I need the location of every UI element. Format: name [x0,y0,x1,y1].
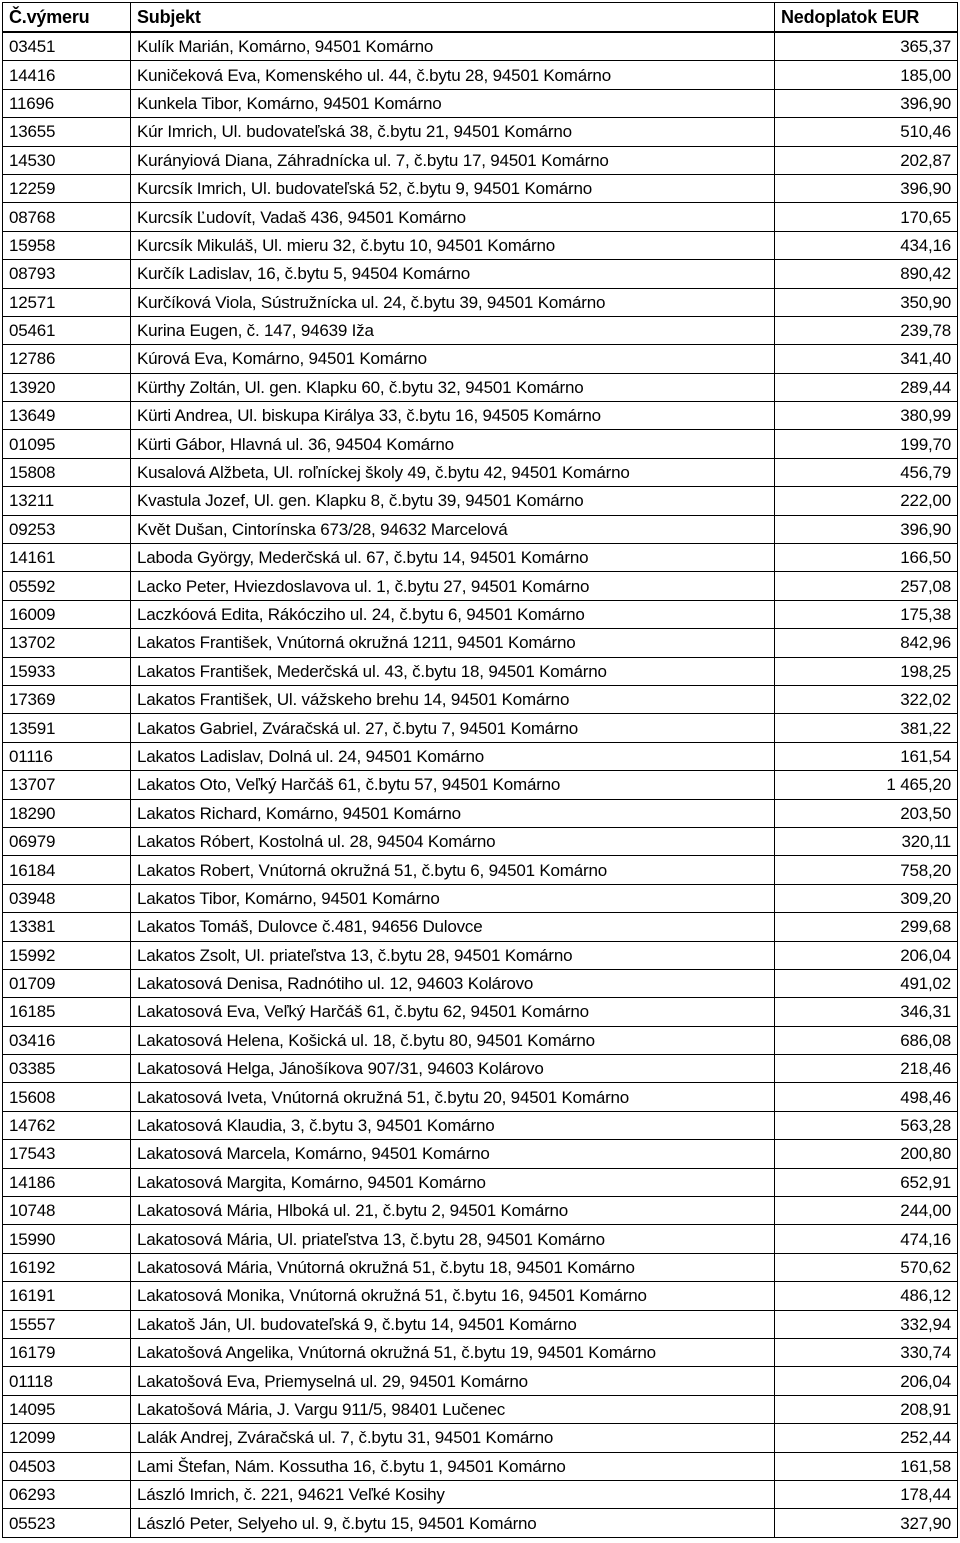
row-subject-cell: Lakatošová Angelika, Vnútorná okružná 51, č.bytu 19, 94501 Komárno [131,1338,775,1366]
row-subject-cell: Kulík Marián, Komárno, 94501 Komárno [131,32,775,61]
row-amount-cell: 161,58 [775,1452,958,1480]
row-subject-cell: Laboda György, Mederčská ul. 67, č.bytu 14, 94501 Komárno [131,544,775,572]
row-subject-cell: Kurčíková Viola, Sústružnícka ul. 24, č.bytu 39, 94501 Komárno [131,288,775,316]
table-row [3,998,958,1026]
table-row [3,458,958,486]
row-subject-cell: Kurcsík Imrich, Ul. budovateľská 52, č.bytu 9, 94501 Komárno [131,174,775,202]
row-subject-cell: Kúr Imrich, Ul. budovateľská 38, č.bytu 21, 94501 Komárno [131,118,775,146]
row-amount-cell: 330,74 [775,1338,958,1366]
table-row [3,629,958,657]
row-number-cell: 14762 [3,1111,131,1139]
row-number-cell: 03416 [3,1026,131,1054]
row-subject-cell: Lakatos Ladislav, Dolná ul. 24, 94501 Komárno [131,742,775,770]
row-number-cell: 01709 [3,969,131,997]
header-row [3,3,958,33]
row-subject-cell: Kurina Eugen, č. 147, 94639 Iža [131,316,775,344]
table-row [3,685,958,713]
table-row [3,203,958,231]
row-subject-cell: László Imrich, č. 221, 94621 Veľké Kosihy [131,1480,775,1508]
row-subject-cell: Lakatos Tibor, Komárno, 94501 Komárno [131,884,775,912]
row-amount-cell: 161,54 [775,742,958,770]
row-subject-cell: Lakatosová Helga, Jánošíkova 907/31, 94603 Kolárovo [131,1055,775,1083]
row-number-cell: 12259 [3,174,131,202]
row-amount-cell: 498,46 [775,1083,958,1111]
row-number-cell: 18290 [3,799,131,827]
table-row [3,231,958,259]
table-row [3,1055,958,1083]
table-row [3,1253,958,1281]
header-number: Č.výmeru [3,3,131,33]
row-number-cell: 13920 [3,373,131,401]
row-amount-cell: 178,44 [775,1480,958,1508]
table-row [3,714,958,742]
table-row [3,1168,958,1196]
row-number-cell: 01095 [3,430,131,458]
row-amount-cell: 890,42 [775,260,958,288]
row-number-cell: 14530 [3,146,131,174]
row-number-cell: 06979 [3,827,131,855]
row-number-cell: 16184 [3,856,131,884]
row-number-cell: 12099 [3,1424,131,1452]
row-amount-cell: 474,16 [775,1225,958,1253]
row-subject-cell: Lakatošová Eva, Priemyselná ul. 29, 94501 Komárno [131,1367,775,1395]
row-amount-cell: 842,96 [775,629,958,657]
table-row [3,884,958,912]
table-row [3,771,958,799]
table-row [3,1140,958,1168]
row-subject-cell: Kurcsík Ľudovít, Vadaš 436, 94501 Komárno [131,203,775,231]
row-number-cell: 13649 [3,402,131,430]
row-number-cell: 01118 [3,1367,131,1395]
row-number-cell: 13211 [3,487,131,515]
table-row [3,316,958,344]
row-subject-cell: Lakatos Tomáš, Dulovce č.481, 94656 Dulovce [131,913,775,941]
row-subject-cell: Laczkóová Edita, Rákócziho ul. 24, č.bytu 6, 94501 Komárno [131,600,775,628]
row-amount-cell: 652,91 [775,1168,958,1196]
table-row [3,827,958,855]
row-subject-cell: Lakatošová Mária, J. Vargu 911/5, 98401 Lučenec [131,1395,775,1423]
row-amount-cell: 396,90 [775,89,958,117]
row-subject-cell: Kuničeková Eva, Komenského ul. 44, č.bytu 28, 94501 Komárno [131,61,775,89]
row-subject-cell: Lakatosová Mária, Ul. priateľstva 13, č.bytu 28, 94501 Komárno [131,1225,775,1253]
row-amount-cell: 185,00 [775,61,958,89]
row-number-cell: 14186 [3,1168,131,1196]
row-amount-cell: 199,70 [775,430,958,458]
table-row [3,657,958,685]
row-number-cell: 16009 [3,600,131,628]
table-row [3,1509,958,1537]
table-row [3,799,958,827]
row-amount-cell: 1 465,20 [775,771,958,799]
row-number-cell: 15557 [3,1310,131,1338]
row-amount-cell: 346,31 [775,998,958,1026]
table-row [3,969,958,997]
row-number-cell: 16192 [3,1253,131,1281]
row-subject-cell: Lakatosová Monika, Vnútorná okružná 51, č.bytu 16, 94501 Komárno [131,1282,775,1310]
table-row [3,1083,958,1111]
table-row [3,118,958,146]
table-row [3,32,958,61]
row-amount-cell: 198,25 [775,657,958,685]
row-number-cell: 08768 [3,203,131,231]
table-row [3,1452,958,1480]
row-subject-cell: Lacko Peter, Hviezdoslavova ul. 1, č.bytu 27, 94501 Komárno [131,572,775,600]
row-number-cell: 13655 [3,118,131,146]
table-row [3,913,958,941]
table-row [3,515,958,543]
row-number-cell: 17543 [3,1140,131,1168]
table-row [3,260,958,288]
row-number-cell: 13702 [3,629,131,657]
row-amount-cell: 208,91 [775,1395,958,1423]
row-subject-cell: Kurcsík Mikuláš, Ul. mieru 32, č.bytu 10, 94501 Komárno [131,231,775,259]
row-amount-cell: 309,20 [775,884,958,912]
row-subject-cell: Lakatoš Ján, Ul. budovateľská 9, č.bytu 14, 94501 Komárno [131,1310,775,1338]
row-amount-cell: 332,94 [775,1310,958,1338]
table-row [3,1338,958,1366]
row-subject-cell: Kürthy Zoltán, Ul. gen. Klapku 60, č.bytu 32, 94501 Komárno [131,373,775,401]
row-amount-cell: 252,44 [775,1424,958,1452]
row-amount-cell: 491,02 [775,969,958,997]
header-amount: Nedoplatok EUR [775,3,958,33]
row-subject-cell: Lakatos František, Vnútorná okružná 1211, 94501 Komárno [131,629,775,657]
row-amount-cell: 350,90 [775,288,958,316]
row-subject-cell: László Peter, Selyeho ul. 9, č.bytu 15, 94501 Komárno [131,1509,775,1537]
table-row [3,742,958,770]
row-number-cell: 10748 [3,1197,131,1225]
row-number-cell: 17369 [3,685,131,713]
row-number-cell: 05523 [3,1509,131,1537]
row-amount-cell: 320,11 [775,827,958,855]
row-amount-cell: 758,20 [775,856,958,884]
row-subject-cell: Kürti Gábor, Hlavná ul. 36, 94504 Komárno [131,430,775,458]
table-row [3,1197,958,1225]
table-row [3,89,958,117]
table-row [3,1367,958,1395]
table-row [3,544,958,572]
table-row [3,1424,958,1452]
row-number-cell: 15992 [3,941,131,969]
table-row [3,1395,958,1423]
row-amount-cell: 563,28 [775,1111,958,1139]
row-number-cell: 12571 [3,288,131,316]
table-row [3,600,958,628]
row-number-cell: 06293 [3,1480,131,1508]
row-number-cell: 03385 [3,1055,131,1083]
table-header [3,3,958,33]
row-amount-cell: 341,40 [775,345,958,373]
row-amount-cell: 570,62 [775,1253,958,1281]
row-number-cell: 12786 [3,345,131,373]
row-subject-cell: Kürti Andrea, Ul. biskupa Királya 33, č.bytu 16, 94505 Komárno [131,402,775,430]
row-number-cell: 15990 [3,1225,131,1253]
table-row [3,402,958,430]
debtors-table [2,2,958,1538]
table-row [3,487,958,515]
row-number-cell: 14095 [3,1395,131,1423]
row-number-cell: 09253 [3,515,131,543]
row-amount-cell: 365,37 [775,32,958,61]
row-subject-cell: Kurányiová Diana, Záhradnícka ul. 7, č.bytu 17, 94501 Komárno [131,146,775,174]
row-amount-cell: 257,08 [775,572,958,600]
row-number-cell: 13707 [3,771,131,799]
row-number-cell: 04503 [3,1452,131,1480]
row-subject-cell: Lakatos Róbert, Kostolná ul. 28, 94504 Komárno [131,827,775,855]
row-subject-cell: Lakatos František, Mederčská ul. 43, č.bytu 18, 94501 Komárno [131,657,775,685]
table-row [3,856,958,884]
row-amount-cell: 380,99 [775,402,958,430]
row-amount-cell: 239,78 [775,316,958,344]
table-row [3,61,958,89]
row-number-cell: 16191 [3,1282,131,1310]
row-amount-cell: 289,44 [775,373,958,401]
row-subject-cell: Květ Dušan, Cintorínska 673/28, 94632 Marcelová [131,515,775,543]
table-row [3,174,958,202]
row-amount-cell: 244,00 [775,1197,958,1225]
row-subject-cell: Lakatos Richard, Komárno, 94501 Komárno [131,799,775,827]
row-subject-cell: Lakatosová Denisa, Radnótiho ul. 12, 94603 Kolárovo [131,969,775,997]
table-row [3,345,958,373]
row-subject-cell: Kunkela Tibor, Komárno, 94501 Komárno [131,89,775,117]
table-row [3,1225,958,1253]
row-subject-cell: Lakatosová Klaudia, 3, č.bytu 3, 94501 Komárno [131,1111,775,1139]
row-subject-cell: Lakatosová Marcela, Komárno, 94501 Komárno [131,1140,775,1168]
table-row [3,572,958,600]
row-amount-cell: 166,50 [775,544,958,572]
row-amount-cell: 218,46 [775,1055,958,1083]
table-row [3,373,958,401]
row-subject-cell: Lakatosová Iveta, Vnútorná okružná 51, č.bytu 20, 94501 Komárno [131,1083,775,1111]
table-body [3,32,958,1537]
row-number-cell: 15958 [3,231,131,259]
header-subject: Subjekt [131,3,775,33]
row-number-cell: 14161 [3,544,131,572]
row-number-cell: 08793 [3,260,131,288]
row-subject-cell: Lakatos Robert, Vnútorná okružná 51, č.bytu 6, 94501 Komárno [131,856,775,884]
row-number-cell: 11696 [3,89,131,117]
row-subject-cell: Lakatos Zsolt, Ul. priateľstva 13, č.bytu 28, 94501 Komárno [131,941,775,969]
row-number-cell: 14416 [3,61,131,89]
table-row [3,1310,958,1338]
row-number-cell: 15808 [3,458,131,486]
row-subject-cell: Lakatos Gabriel, Zváračská ul. 27, č.bytu 7, 94501 Komárno [131,714,775,742]
row-amount-cell: 206,04 [775,1367,958,1395]
row-amount-cell: 170,65 [775,203,958,231]
table-row [3,430,958,458]
row-subject-cell: Lalák Andrej, Zváračská ul. 7, č.bytu 31, 94501 Komárno [131,1424,775,1452]
row-number-cell: 05461 [3,316,131,344]
table-row [3,1111,958,1139]
row-subject-cell: Lakatosová Mária, Vnútorná okružná 51, č.bytu 18, 94501 Komárno [131,1253,775,1281]
table-row [3,288,958,316]
row-amount-cell: 203,50 [775,799,958,827]
row-amount-cell: 200,80 [775,1140,958,1168]
row-amount-cell: 486,12 [775,1282,958,1310]
table-row [3,1282,958,1310]
row-subject-cell: Lami Štefan, Nám. Kossutha 16, č.bytu 1, 94501 Komárno [131,1452,775,1480]
row-amount-cell: 510,46 [775,118,958,146]
row-subject-cell: Kúrová Eva, Komárno, 94501 Komárno [131,345,775,373]
row-amount-cell: 434,16 [775,231,958,259]
row-subject-cell: Kurčík Ladislav, 16, č.bytu 5, 94504 Komárno [131,260,775,288]
row-amount-cell: 327,90 [775,1509,958,1537]
row-amount-cell: 396,90 [775,515,958,543]
table-row [3,1026,958,1054]
row-amount-cell: 222,00 [775,487,958,515]
row-number-cell: 16179 [3,1338,131,1366]
row-amount-cell: 175,38 [775,600,958,628]
row-amount-cell: 202,87 [775,146,958,174]
table-row [3,146,958,174]
row-amount-cell: 381,22 [775,714,958,742]
row-subject-cell: Kusalová Alžbeta, Ul. roľníckej školy 49, č.bytu 42, 94501 Komárno [131,458,775,486]
row-subject-cell: Lakatosová Mária, Hlboká ul. 21, č.bytu 2, 94501 Komárno [131,1197,775,1225]
row-amount-cell: 206,04 [775,941,958,969]
row-number-cell: 15608 [3,1083,131,1111]
row-subject-cell: Lakatosová Eva, Veľký Harčáš 61, č.bytu 62, 94501 Komárno [131,998,775,1026]
table-row [3,941,958,969]
row-number-cell: 03451 [3,32,131,61]
row-subject-cell: Lakatos František, Ul. vážskeho brehu 14, 94501 Komárno [131,685,775,713]
row-amount-cell: 396,90 [775,174,958,202]
row-number-cell: 16185 [3,998,131,1026]
row-amount-cell: 686,08 [775,1026,958,1054]
row-number-cell: 01116 [3,742,131,770]
row-amount-cell: 456,79 [775,458,958,486]
row-subject-cell: Kvastula Jozef, Ul. gen. Klapku 8, č.bytu 39, 94501 Komárno [131,487,775,515]
row-subject-cell: Lakatosová Helena, Košická ul. 18, č.bytu 80, 94501 Komárno [131,1026,775,1054]
row-number-cell: 13591 [3,714,131,742]
row-number-cell: 13381 [3,913,131,941]
row-amount-cell: 299,68 [775,913,958,941]
table-row [3,1480,958,1508]
debtor-sheet [2,2,957,1538]
row-number-cell: 03948 [3,884,131,912]
row-amount-cell: 322,02 [775,685,958,713]
row-number-cell: 15933 [3,657,131,685]
row-subject-cell: Lakatos Oto, Veľký Harčáš 61, č.bytu 57, 94501 Komárno [131,771,775,799]
row-subject-cell: Lakatosová Margita, Komárno, 94501 Komárno [131,1168,775,1196]
row-number-cell: 05592 [3,572,131,600]
